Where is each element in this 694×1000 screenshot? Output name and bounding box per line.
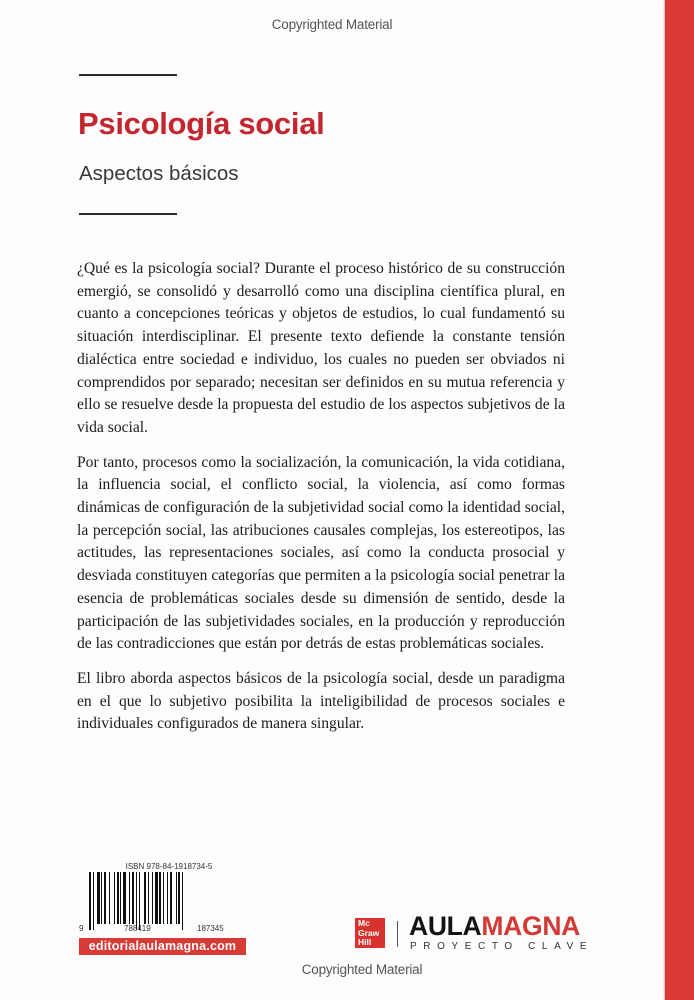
barcode-bar [159,872,161,924]
mcgraw-hill-logo [355,918,385,948]
barcode-bar [170,872,172,924]
publisher-website-badge: editorialaulamagna.com [79,938,246,955]
logo-divider [397,921,398,947]
aulamagna-logo [409,911,580,941]
title-rule-top [79,74,177,76]
barcode-digit-group-left: 788419 [124,924,151,933]
barcode-digit-prefix: 9 [79,924,84,933]
blurb-paragraph: ¿Qué es la psicología social? Durante el proceso histórico de su construcción emergió, se consolidó y desarrolló como una disciplina científica plural, en cuanto a concepciones teóricas y objetos de estudios, lo cual fundamentó su situación interdisciplinar. El presente texto defiende la constante tensión dialéctica entre sociedad e individuo, los cuales no pueden ser obviados ni comprendidos por separado; necesitan ser definidos en su mutua referencia y ello se resuelve desde la propuesta del estudio de los aspectos subjetivos de la vida social. [77,260,565,436]
barcode-bar [120,872,121,924]
barcode-bar [182,872,183,930]
barcode-digits [79,924,249,936]
back-cover-blurb [77,258,565,748]
aulamagna-logo-part2: MAGNA [481,911,581,941]
barcode-bar [123,872,126,924]
barcode-bar [163,872,164,924]
barcode-bar [93,872,94,930]
barcode-bars [89,872,249,924]
barcode-bar [132,872,134,924]
isbn-label: ISBN 978-84-1918734-5 [125,862,213,871]
barcode-bar [104,872,106,924]
barcode-bar [109,872,110,924]
barcode-bar [139,872,140,930]
barcode-bar [176,872,177,924]
isbn-barcode [79,862,249,936]
barcode-bar [117,872,119,924]
barcode-bar [148,872,149,924]
aulamagna-logo-part1: AULA [409,911,482,941]
barcode-bar [152,872,153,924]
barcode-bar [167,872,168,924]
title-rule-bottom [79,213,177,215]
red-spine-stripe [665,0,694,1000]
blurb-paragraph: Por tanto, procesos como la socialización, la comunicación, la vida cotidiana, la influencia social, el conflicto social, la violencia, así como formas dinámicas de configuración de la subjetividad social como la identidad social, la percepción social, las atribuciones causales complejas, los estereotipos, las actitudes, las representaciones sociales, así como la conducta prosocial y desviada constituyen categorías que permiten a la psicología social penetrar la esencia de problemáticas sociales desde su dimensión de sentido, desde la participación de las subjetividades sociales, en la producción y reproducción de las contradicciones que están por detrás de estas problemáticas sociales. [77,453,565,653]
barcode-bar [155,872,158,924]
barcode-bar [89,872,91,930]
barcode-bar [114,872,115,924]
mcgraw-line: Hill [358,937,372,947]
blurb-paragraph: El libro aborda aspectos básicos de la psicología social, desde un paradigma en el que lo subjetivo posibilita la inteligibilidad de procesos sociales e individuales configurados de manera singular. [77,669,565,733]
barcode-bar [97,872,100,924]
barcode-digit-group-right: 187345 [197,924,224,933]
book-subtitle: Aspectos básicos [79,162,239,185]
barcode-bar [101,872,102,924]
copyright-watermark-bottom: Copyrighted Material [301,962,423,977]
barcode-bar [178,872,180,924]
barcode-bar [136,872,137,930]
book-title: Psicología social [78,106,325,141]
barcode-bar [144,872,146,924]
mcgraw-line: Graw [358,927,380,938]
aulamagna-tagline: PROYECTO CLAVE [410,941,594,952]
barcode-bar [129,872,130,924]
mcgraw-line: Mc [358,918,370,928]
copyright-watermark-top: Copyrighted Material [271,17,393,32]
